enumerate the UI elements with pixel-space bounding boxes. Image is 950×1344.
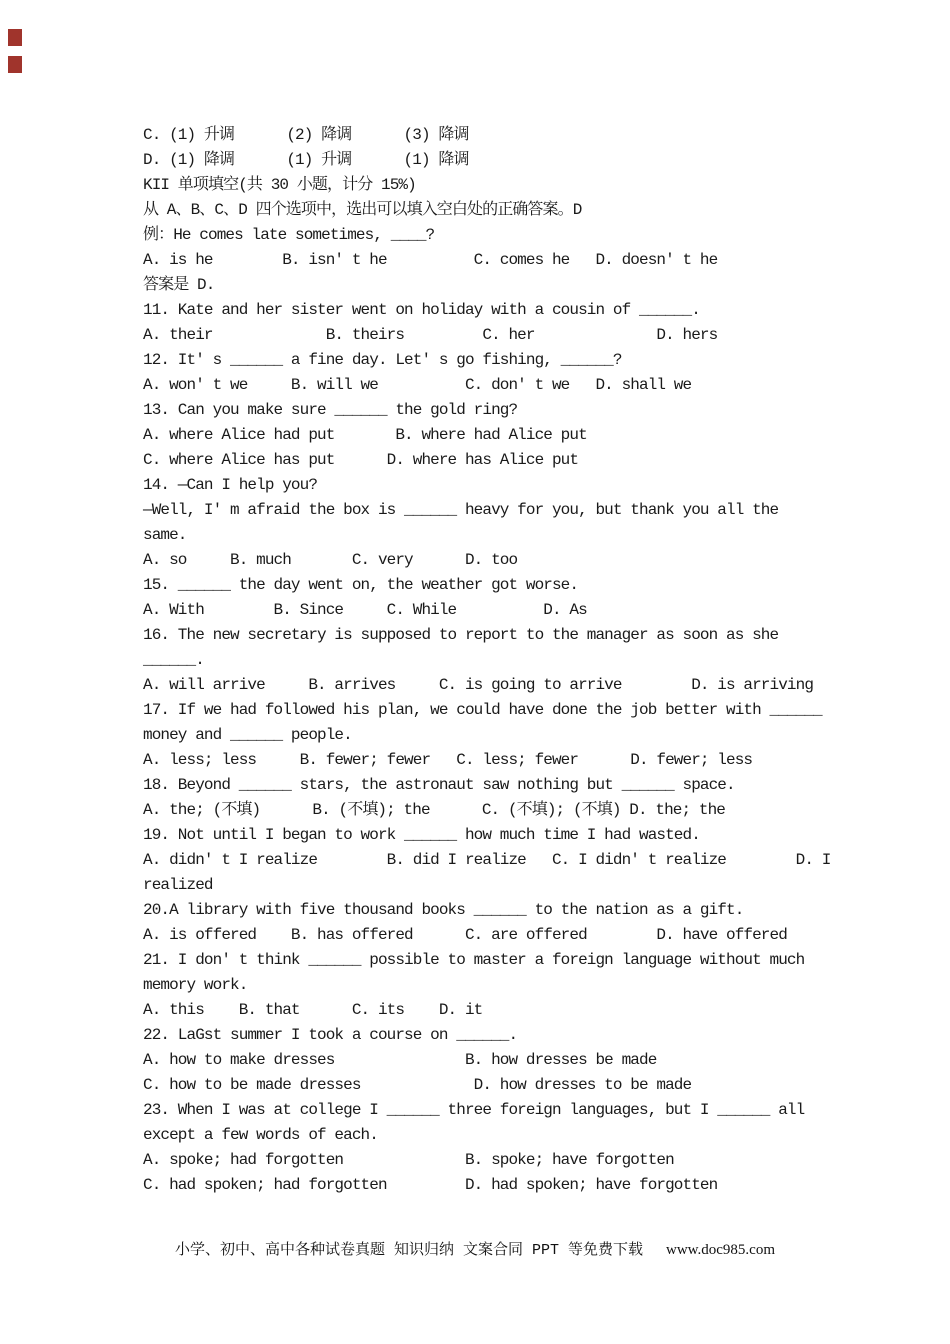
document-line: A. where Alice had put B. where had Alice put: [143, 426, 587, 444]
document-line: 20.A library with five thousand books ______ to the nation as a gift.: [143, 901, 744, 919]
footer-site-url: www.doc985.com: [666, 1242, 776, 1258]
document-line: A. so B. much C. very D. too: [143, 551, 518, 569]
document-line: A. won' t we B. will we C. don' t we D. shall we: [143, 376, 692, 394]
document-line: A. their B. theirs C. her D. hers: [143, 326, 718, 344]
footer-promo-text: 小学、初中、高中各种试卷真题 知识归纳 文案合同 PPT 等免费下载: [174, 1242, 643, 1259]
document-line: A. is offered B. has offered C. are offered D. have offered: [143, 926, 787, 944]
document-line: C. where Alice has put D. where has Alice put: [143, 451, 579, 469]
document-line: 11. Kate and her sister went on holiday with a cousin of ______.: [143, 301, 700, 319]
document-line: A. will arrive B. arrives C. is going to arrive D. is arriving: [143, 676, 814, 694]
document-line: 12. It' s ______ a fine day. Let' s go fishing, ______?: [143, 351, 622, 369]
document-line: A. how to make dresses B. how dresses be made: [143, 1051, 657, 1069]
document-line: 13. Can you make sure ______ the gold ring?: [143, 401, 518, 419]
red-seal-mark-bottom: [8, 56, 22, 73]
document-line: A. spoke; had forgotten B. spoke; have forgotten: [143, 1151, 674, 1169]
page-footer: [0, 1238, 950, 1259]
document-line: 14. —Can I help you?: [143, 476, 318, 494]
document-line: D. (1) 降调 (1) 升调 (1) 降调: [143, 151, 469, 169]
document-line: 22. LaGst summer I took a course on ______.: [143, 1026, 518, 1044]
document-line: 21. I don' t think ______ possible to master a foreign language without much: [143, 951, 805, 969]
document-line: KII 单项填空(共 30 小题，计分 15%): [143, 176, 416, 194]
document-line: C. had spoken; had forgotten D. had spoken; have forgotten: [143, 1176, 718, 1194]
document-line: A. didn' t I realize B. did I realize C. I didn' t realize D. I: [143, 851, 831, 869]
document-line: 23. When I was at college I ______ three foreign languages, but I ______ all: [143, 1101, 805, 1119]
red-seal-mark-top: [8, 29, 22, 46]
document-line: A. With B. Since C. While D. As: [143, 601, 587, 619]
document-line: ______.: [143, 651, 204, 669]
document-line: A. this B. that C. its D. it: [143, 1001, 483, 1019]
document-line: 19. Not until I began to work ______ how much time I had wasted.: [143, 826, 700, 844]
document-line: C. how to be made dresses D. how dresses to be made: [143, 1076, 692, 1094]
document-line: realized: [143, 876, 213, 894]
document-line: 答案是 D.: [143, 276, 215, 294]
document-line: A. less; less B. fewer; fewer C. less; fewer D. fewer; less: [143, 751, 753, 769]
document-line: 17. If we had followed his plan, we could have done the job better with ______: [143, 701, 822, 719]
document-line: 16. The new secretary is supposed to report to the manager as soon as she: [143, 626, 779, 644]
document-line: memory work.: [143, 976, 248, 994]
document-line: A. is he B. isn' t he C. comes he D. doesn' t he: [143, 251, 718, 269]
document-line: 例：He comes late sometimes, ____?: [143, 226, 435, 244]
document-line: same.: [143, 526, 187, 544]
document-line: A. the; (不填) B. (不填); the C. (不填); (不填) D. the; the: [143, 801, 725, 819]
document-line: 18. Beyond ______ stars, the astronaut saw nothing but ______ space.: [143, 776, 735, 794]
document-line: 从 A、B、C、D 四个选项中，选出可以填入空白处的正确答案。D: [143, 201, 582, 219]
document-line: except a few words of each.: [143, 1126, 378, 1144]
document-line: 15. ______ the day went on, the weather got worse.: [143, 576, 579, 594]
document-line: money and ______ people.: [143, 726, 352, 744]
document-line: C. (1) 升调 (2) 降调 (3) 降调: [143, 126, 469, 144]
document-line: —Well, I' m afraid the box is ______ heavy for you, but thank you all the: [143, 501, 779, 519]
document-body: [143, 123, 913, 1198]
